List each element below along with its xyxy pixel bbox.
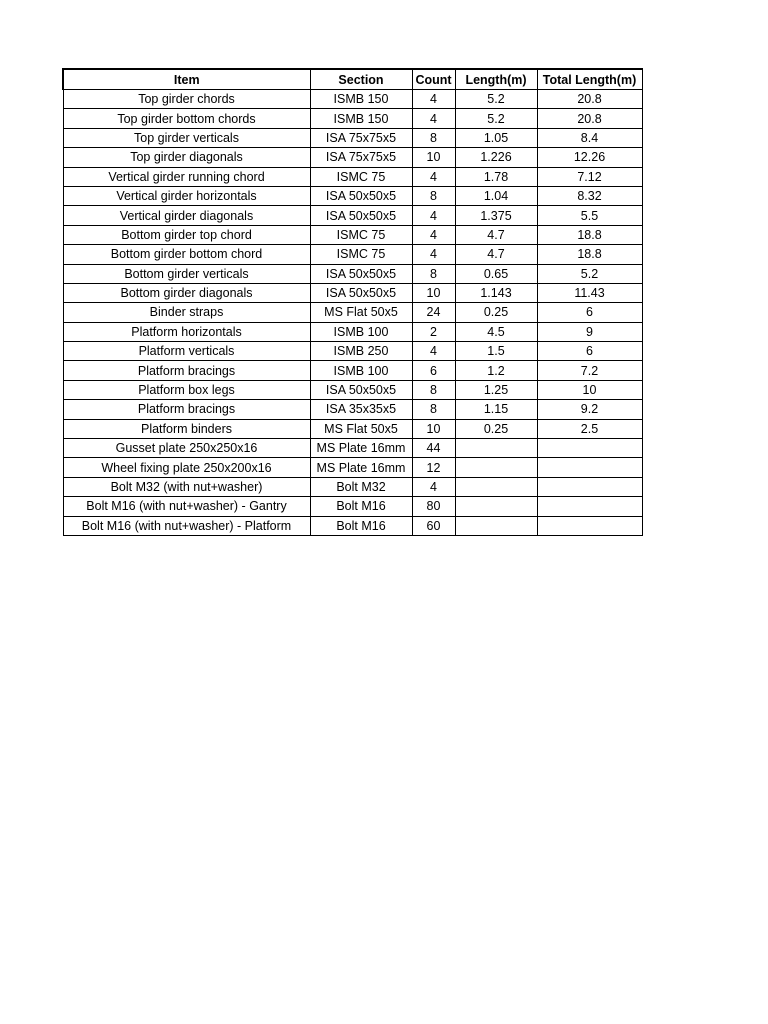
cell-length: [455, 477, 537, 496]
cell-count: 6: [412, 361, 455, 380]
cell-total-length: 7.12: [537, 167, 642, 186]
cell-section: MS Flat 50x5: [310, 419, 412, 438]
cell-total-length: 7.2: [537, 361, 642, 380]
cell-total-length: 6: [537, 303, 642, 322]
table-row: [63, 128, 642, 147]
cell-item: Bottom girder verticals: [63, 264, 310, 283]
cell-length: 5.2: [455, 109, 537, 128]
cell-length: 1.5: [455, 342, 537, 361]
cell-section: ISMC 75: [310, 245, 412, 264]
cell-length: 1.04: [455, 186, 537, 205]
table-body: [63, 90, 642, 536]
cell-total-length: [537, 439, 642, 458]
cell-item: Platform box legs: [63, 380, 310, 399]
header-count: Count: [412, 69, 455, 90]
header-total-length: Total Length(m): [537, 69, 642, 90]
cell-total-length: 5.5: [537, 206, 642, 225]
cell-length: 1.375: [455, 206, 537, 225]
cell-count: 44: [412, 439, 455, 458]
cell-section: ISA 75x75x5: [310, 148, 412, 167]
cell-total-length: 9: [537, 322, 642, 341]
cell-section: Bolt M16: [310, 497, 412, 516]
cell-length: [455, 458, 537, 477]
cell-section: ISA 50x50x5: [310, 206, 412, 225]
table-row: [63, 516, 642, 535]
cell-count: 8: [412, 128, 455, 147]
cell-total-length: 10: [537, 380, 642, 399]
cell-item: Top girder verticals: [63, 128, 310, 147]
cell-count: 10: [412, 419, 455, 438]
cell-item: Vertical girder horizontals: [63, 186, 310, 205]
cell-length: 1.15: [455, 400, 537, 419]
cell-count: 80: [412, 497, 455, 516]
cell-length: 5.2: [455, 90, 537, 109]
cell-length: [455, 516, 537, 535]
table-row: [63, 497, 642, 516]
header-item: Item: [63, 69, 310, 90]
cell-section: MS Flat 50x5: [310, 303, 412, 322]
cell-item: Platform horizontals: [63, 322, 310, 341]
table-row: [63, 380, 642, 399]
cell-length: 0.25: [455, 303, 537, 322]
cell-count: 60: [412, 516, 455, 535]
cell-total-length: [537, 458, 642, 477]
cell-item: Platform binders: [63, 419, 310, 438]
cell-section: ISA 50x50x5: [310, 186, 412, 205]
cell-count: 4: [412, 90, 455, 109]
cell-section: ISA 50x50x5: [310, 264, 412, 283]
cell-count: 12: [412, 458, 455, 477]
table-row: [63, 264, 642, 283]
cell-total-length: 5.2: [537, 264, 642, 283]
table-row: [63, 458, 642, 477]
table-row: [63, 245, 642, 264]
cell-total-length: 18.8: [537, 245, 642, 264]
table-row: [63, 186, 642, 205]
cell-length: 0.25: [455, 419, 537, 438]
cell-item: Bottom girder diagonals: [63, 283, 310, 302]
cell-total-length: 6: [537, 342, 642, 361]
cell-item: Bolt M16 (with nut+washer) - Gantry: [63, 497, 310, 516]
cell-count: 4: [412, 245, 455, 264]
cell-item: Bolt M32 (with nut+washer): [63, 477, 310, 496]
cell-item: Binder straps: [63, 303, 310, 322]
cell-total-length: 12.26: [537, 148, 642, 167]
cell-total-length: 8.32: [537, 186, 642, 205]
cell-total-length: [537, 477, 642, 496]
cell-count: 4: [412, 109, 455, 128]
cell-length: 1.143: [455, 283, 537, 302]
cell-count: 8: [412, 400, 455, 419]
cell-length: 1.25: [455, 380, 537, 399]
cell-length: 1.2: [455, 361, 537, 380]
cell-item: Platform bracings: [63, 361, 310, 380]
cell-length: [455, 497, 537, 516]
table-row: [63, 361, 642, 380]
cell-item: Bottom girder top chord: [63, 225, 310, 244]
header-length: Length(m): [455, 69, 537, 90]
table-row: [63, 167, 642, 186]
cell-section: ISMC 75: [310, 225, 412, 244]
table-row: [63, 225, 642, 244]
materials-table: [62, 68, 643, 536]
table-row: [63, 419, 642, 438]
cell-item: Platform verticals: [63, 342, 310, 361]
cell-total-length: 8.4: [537, 128, 642, 147]
cell-section: ISA 75x75x5: [310, 128, 412, 147]
cell-total-length: 9.2: [537, 400, 642, 419]
cell-section: ISA 50x50x5: [310, 283, 412, 302]
cell-length: 1.78: [455, 167, 537, 186]
table-row: [63, 322, 642, 341]
cell-item: Top girder bottom chords: [63, 109, 310, 128]
cell-item: Wheel fixing plate 250x200x16: [63, 458, 310, 477]
cell-total-length: 20.8: [537, 90, 642, 109]
cell-item: Platform bracings: [63, 400, 310, 419]
cell-length: 4.7: [455, 225, 537, 244]
cell-count: 2: [412, 322, 455, 341]
cell-item: Top girder chords: [63, 90, 310, 109]
cell-total-length: [537, 516, 642, 535]
cell-count: 4: [412, 167, 455, 186]
cell-item: Top girder diagonals: [63, 148, 310, 167]
cell-count: 24: [412, 303, 455, 322]
cell-section: ISMB 150: [310, 109, 412, 128]
cell-section: ISMB 250: [310, 342, 412, 361]
cell-count: 4: [412, 225, 455, 244]
cell-item: Vertical girder diagonals: [63, 206, 310, 225]
cell-length: [455, 439, 537, 458]
cell-item: Vertical girder running chord: [63, 167, 310, 186]
cell-section: ISA 35x35x5: [310, 400, 412, 419]
cell-section: ISMB 100: [310, 361, 412, 380]
cell-total-length: [537, 497, 642, 516]
cell-count: 4: [412, 342, 455, 361]
cell-section: ISMB 150: [310, 90, 412, 109]
cell-item: Bottom girder bottom chord: [63, 245, 310, 264]
cell-length: 4.7: [455, 245, 537, 264]
table-row: [63, 109, 642, 128]
table-row: [63, 206, 642, 225]
cell-count: 8: [412, 186, 455, 205]
cell-section: ISMC 75: [310, 167, 412, 186]
table-row: [63, 303, 642, 322]
cell-total-length: 11.43: [537, 283, 642, 302]
cell-item: Bolt M16 (with nut+washer) - Platform: [63, 516, 310, 535]
table-row: [63, 148, 642, 167]
cell-length: 0.65: [455, 264, 537, 283]
cell-section: Bolt M16: [310, 516, 412, 535]
cell-total-length: 20.8: [537, 109, 642, 128]
cell-count: 4: [412, 206, 455, 225]
cell-item: Gusset plate 250x250x16: [63, 439, 310, 458]
header-section: Section: [310, 69, 412, 90]
cell-count: 4: [412, 477, 455, 496]
cell-count: 10: [412, 148, 455, 167]
cell-count: 8: [412, 264, 455, 283]
cell-length: 1.226: [455, 148, 537, 167]
cell-section: Bolt M32: [310, 477, 412, 496]
cell-length: 1.05: [455, 128, 537, 147]
cell-total-length: 18.8: [537, 225, 642, 244]
cell-section: MS Plate 16mm: [310, 439, 412, 458]
header-row: [63, 69, 642, 90]
cell-total-length: 2.5: [537, 419, 642, 438]
cell-count: 8: [412, 380, 455, 399]
table-row: [63, 439, 642, 458]
table-row: [63, 400, 642, 419]
table-row: [63, 477, 642, 496]
cell-section: ISMB 100: [310, 322, 412, 341]
cell-length: 4.5: [455, 322, 537, 341]
cell-section: MS Plate 16mm: [310, 458, 412, 477]
table-row: [63, 283, 642, 302]
table-row: [63, 90, 642, 109]
cell-section: ISA 50x50x5: [310, 380, 412, 399]
cell-count: 10: [412, 283, 455, 302]
table-row: [63, 342, 642, 361]
